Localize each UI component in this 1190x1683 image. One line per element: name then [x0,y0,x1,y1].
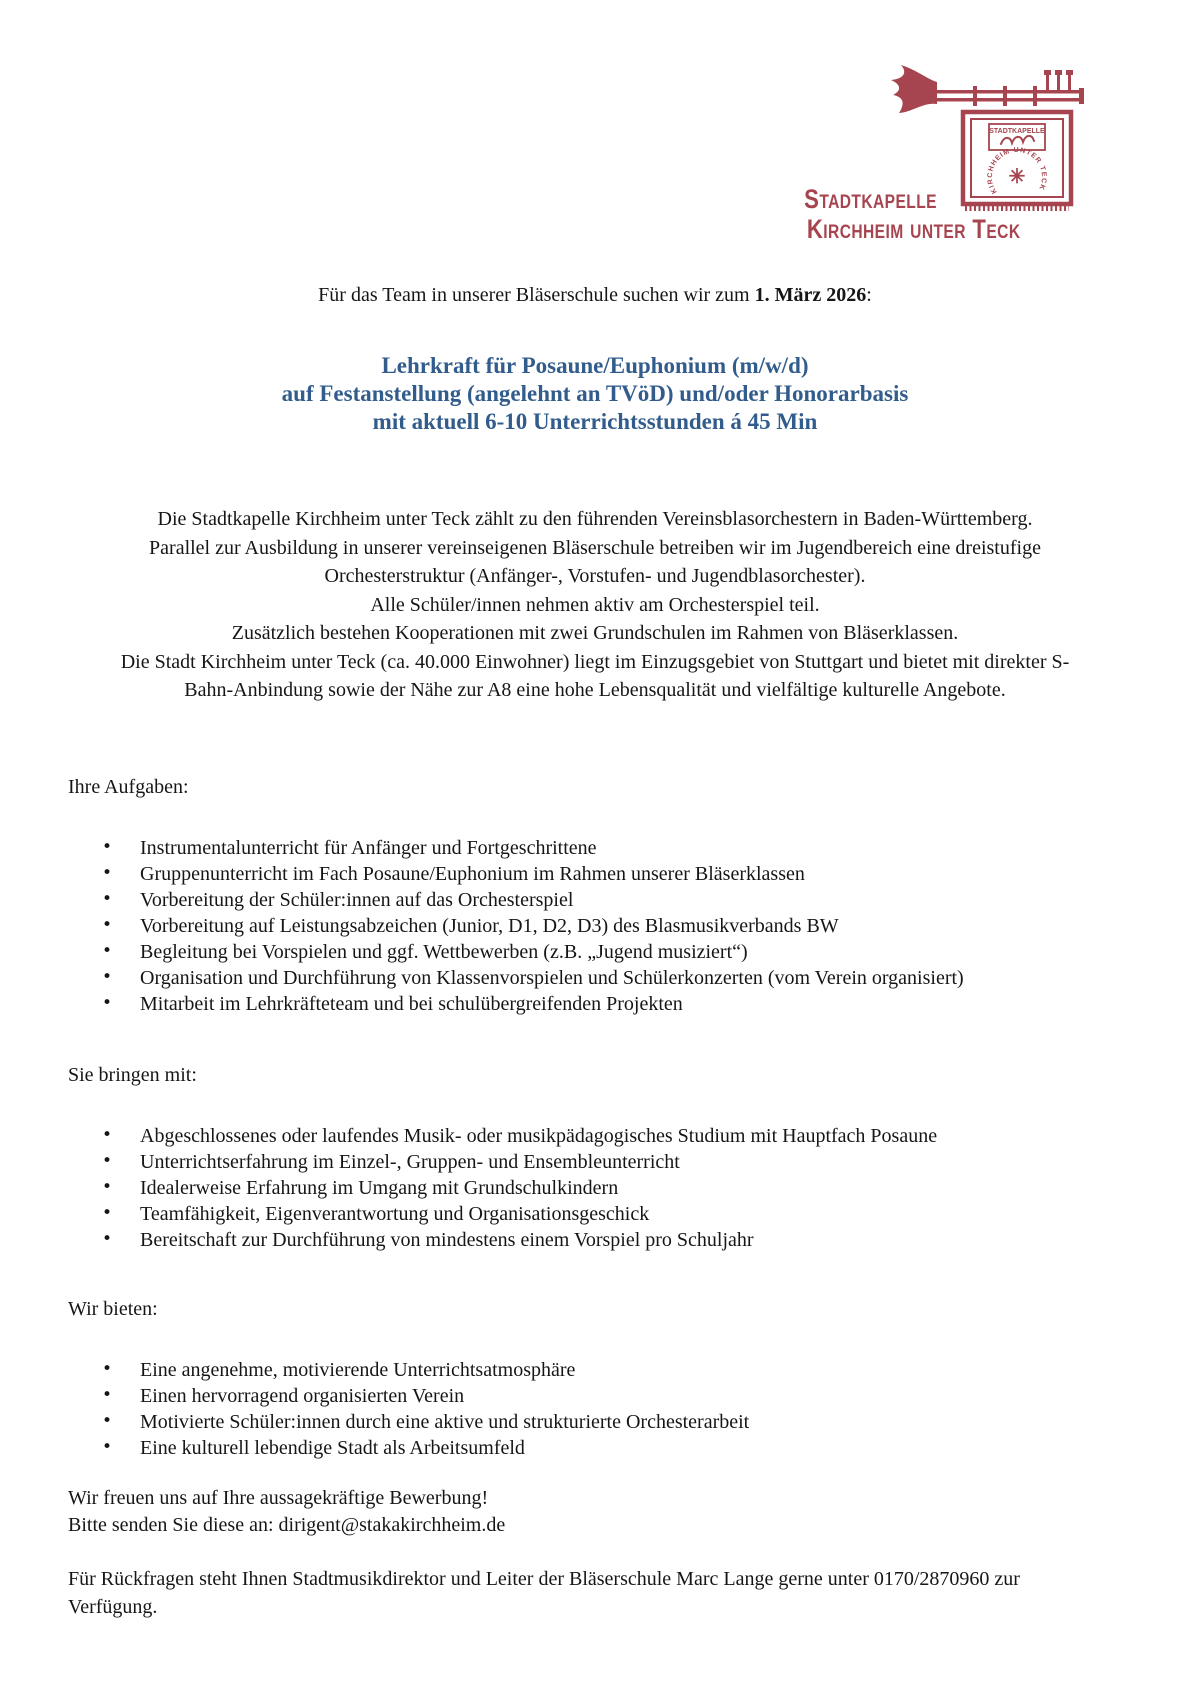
about-line: Parallel zur Ausbildung in unserer vereinseigenen Bläserschule betreiben wir im Jugendbereich eine dreistufige [149,536,1041,559]
closing-block [68,1485,1122,1539]
about-line: Bahn-Anbindung sowie der Nähe zur A8 eine hohe Lebensqualität und vielfältige kulturelle Angebote. [184,679,1006,701]
list-item: • Teamfähigkeit, Eigenverantwortung und Organisationsgeschick [68,1201,1122,1227]
list-item: • Eine angenehme, motivierende Unterrichtsatmosphäre [68,1357,1122,1383]
section-heading-angebot: Wir bieten: [68,1297,158,1320]
trumpet-band-icon [973,86,977,106]
section-heading-profil: Sie bringen mit: [68,1063,197,1086]
list-item: • Vorbereitung auf Leistungsabzeichen (Junior, D1, D2, D3) des Blasmusikverbands BW [68,913,1122,939]
list-item: • Begleitung bei Vorspielen und ggf. Wettbewerben (z.B. „Jugend musiziert“) [68,939,1122,965]
email-address: dirigent@stakakirchheim.de [278,1513,506,1536]
about-line: Die Stadtkapelle Kirchheim unter Teck zählt zu den führenden Vereinsblasorchestern in Baden-Württemberg. [157,508,1033,530]
list-item: • Einen hervorragend organisierten Verein [68,1383,1122,1409]
banner-shield-text: STADTKAPELLE [989,128,1045,135]
job-title-line2: auf Festanstellung (angelehnt an TVöD) und/oder Honorarbasis [281,381,909,406]
about-line: Alle Schüler/innen nehmen aktiv am Orchesterspiel teil. [370,593,820,616]
list-item: • Motivierte Schüler:innen durch eine aktive und strukturierte Orchesterarbeit [68,1409,1122,1435]
logo-wordmark-line1: Stadtkapelle [804,184,937,214]
start-date: 1. März 2026 [754,284,867,306]
intro-prefix: Für das Team in unserer Bläserschule suchen wir zum [318,284,755,306]
list-item: • Vorbereitung der Schüler:innen auf das Orchesterspiel [68,887,1122,913]
closing-line1: Wir freuen uns auf Ihre aussagekräftige Bewerbung! [68,1486,489,1509]
bullet-list-angebot [68,1357,1122,1461]
trumpet-tube-icon [935,98,1081,102]
trumpet-band-icon [1003,86,1007,106]
about-line: Zusätzlich bestehen Kooperationen mit zwei Grundschulen im Rahmen von Bläserklassen. [231,622,959,644]
bullet-list-aufgaben [68,835,1122,1017]
trumpet-bell-icon [891,65,937,113]
list-item: • Idealerweise Erfahrung im Umgang mit Grundschulkindern [68,1175,1122,1201]
list-item: • Abgeschlossenes oder laufendes Musik- oder musikpädagogisches Studium mit Hauptfach Posaune [68,1123,1122,1149]
about-line: Die Stadt Kirchheim unter Teck (ca. 40.000 Einwohner) liegt im Einzugsgebiet von Stuttgart und bietet mit direkter S- [120,650,1070,673]
list-item: • Bereitschaft zur Durchführung von mindestens einem Vorspiel pro Schuljahr [68,1227,1122,1253]
section-heading-aufgaben: Ihre Aufgaben: [68,775,189,798]
about-paragraph [68,505,1122,705]
logo-wordmark-line2: Kirchheim unter Teck [806,214,1020,244]
job-title-line1: Lehrkraft für Posaune/Euphonium (m/w/d) [381,353,809,378]
list-item: • Eine kulturell lebendige Stadt als Arbeitsumfeld [68,1435,1122,1461]
job-title [68,352,1122,436]
list-item: • Unterrichtserfahrung im Einzel-, Gruppen- und Ensembleunterricht [68,1149,1122,1175]
intro-line [68,282,1122,308]
list-item: • Instrumentalunterricht für Anfänger und Fortgeschrittene [68,835,1122,861]
job-title-line3: mit aktuell 6-10 Unterrichtsstunden á 45 Min [372,409,818,434]
intro-suffix: : [866,284,872,306]
bullet-list-profil [68,1123,1122,1253]
contact-line: Für Rückfragen steht Ihnen Stadtmusikdirektor und Leiter der Bläserschule Marc Lange gerne unter 0170/2870960 zur Verfügung. [68,1567,1020,1618]
closing-line2 [68,1512,1122,1539]
banner-circle-text: KIRCHHEIM UNTER TECK [986,146,1048,195]
list-item: • Organisation und Durchführung von Klassenvorspielen und Schülerkonzerten (vom Verein organisiert) [68,965,1122,991]
about-line: Orchesterstruktur (Anfänger-, Vorstufen- und Jugendblasorchester). [324,565,866,587]
list-item: • Gruppenunterricht im Fach Posaune/Euphonium im Rahmen unserer Bläserklassen [68,861,1122,887]
list-item: • Mitarbeit im Lehrkräfteteam und bei schulübergreifenden Projekten [68,991,1122,1017]
rosette-icon: ✳ [1008,166,1026,188]
trumpet-band-icon [1033,86,1037,106]
trumpet-tube-icon [935,90,1081,94]
stadtkapelle-logo [68,64,1122,242]
closing-line2-prefix: Bitte senden Sie diese an: [68,1513,279,1536]
